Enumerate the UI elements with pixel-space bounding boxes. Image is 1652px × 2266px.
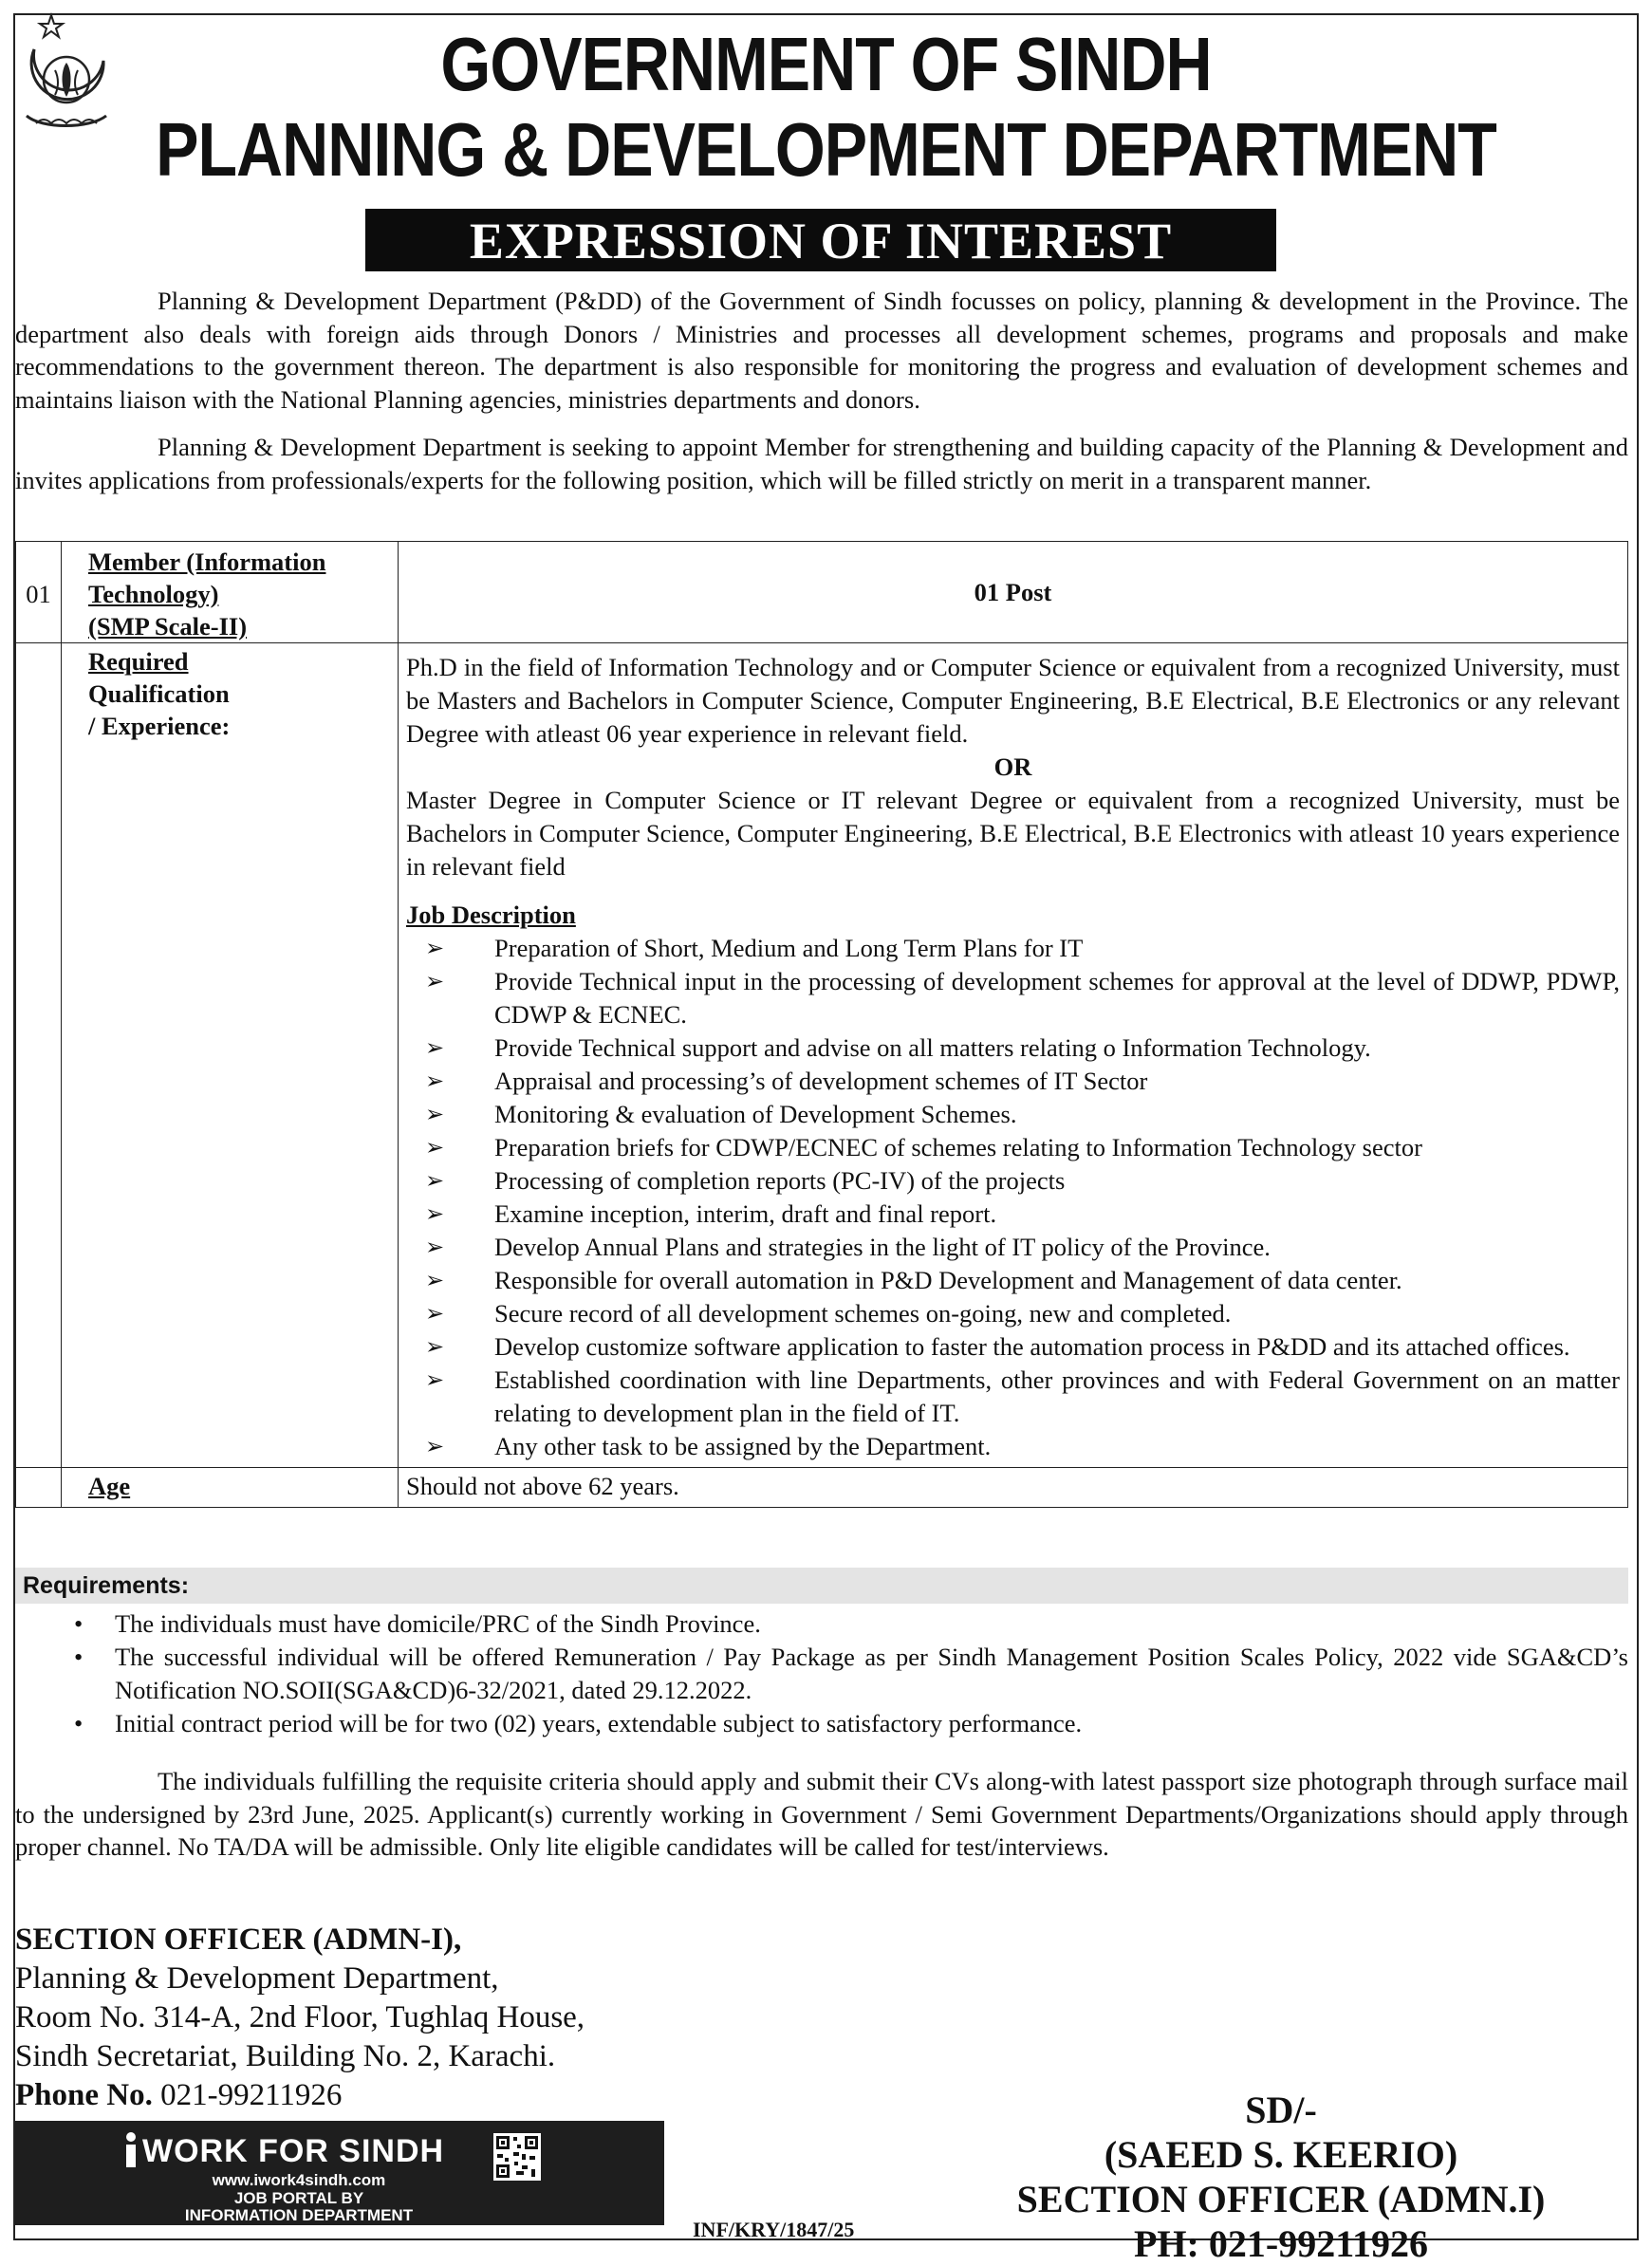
bullet-icon: • (74, 1643, 84, 1671)
posts-count: 01 Post (399, 542, 1628, 643)
list-item: ➢ Any other task to be assigned by the Department. (406, 1430, 1620, 1463)
title-department: PLANNING & DEVELOPMENT DEPARTMENT (156, 107, 1496, 193)
arrow-bullet-icon: ➢ (425, 1234, 445, 1260)
signature-phone: PH: 021-99211926 (1134, 2222, 1428, 2265)
list-item: ➢ Develop Annual Plans and strategies in the light of IT policy of the Province. (406, 1231, 1620, 1264)
phone-label: Phone No. (15, 2078, 153, 2112)
signature-designation: SECTION OFFICER (ADMN.I) (1016, 2178, 1546, 2220)
list-item: ➢ Processing of completion reports (PC-IV) of the projects (406, 1164, 1620, 1198)
banner-expression-of-interest: EXPRESSION OF INTEREST (469, 213, 1173, 269)
table-row-position (16, 542, 1628, 643)
table-row-qualification (16, 643, 1628, 1468)
arrow-bullet-icon: ➢ (425, 1034, 445, 1061)
qualification-option-b: Master Degree in Computer Science or IT relevant Degree or equivalent from a recognized University, must be Bachelors in Computer Science, Computer Engineering, B.E Electrical, B.E Electronics with atleast 10 years experience in relevant field (406, 786, 1620, 881)
qualification-or: OR (993, 752, 1032, 781)
qualification-label-2: Qualification (88, 679, 230, 708)
age-label: Age (88, 1472, 131, 1500)
reference-number: INF/KRY/1847/25 (693, 2218, 855, 2241)
arrow-bullet-icon: ➢ (425, 935, 445, 961)
arrow-bullet-icon: ➢ (425, 1267, 445, 1293)
address-block (15, 1921, 585, 2115)
position-title-line1: Member (Information (88, 548, 326, 576)
arrow-bullet-icon: ➢ (425, 1300, 445, 1327)
list-item: ➢ Examine inception, interim, draft and final report. (406, 1198, 1620, 1231)
position-title-line2: Technology) (88, 580, 219, 608)
qualification-label-3: / Experience: (88, 712, 231, 740)
arrow-bullet-icon: ➢ (425, 1433, 445, 1459)
arrow-bullet-icon: ➢ (425, 1366, 445, 1393)
list-item: ➢ Preparation briefs for CDWP/ECNEC of schemes relating to Information Technology sector (406, 1131, 1620, 1164)
address-line-3: Room No. 314-A, 2nd Floor, Tughlaq House, (15, 2000, 585, 2034)
arrow-bullet-icon: ➢ (425, 1167, 445, 1194)
arrow-bullet-icon: ➢ (425, 968, 445, 994)
age-value: Should not above 62 years. (399, 1468, 1628, 1508)
age-label-cell (62, 1468, 399, 1508)
closing-paragraph: The individuals fulfilling the requisite criteria should apply and submit their CVs along-with latest passport size photograph through surface mail to the undersigned by 23rd June, 2025. Applicant(s) currently working in Government / Semi Government Departments/Organizations should apply through proper channel. No TA/DA will be admissible. Only lite eligible candidates will be called for test/interviews. (15, 1767, 1628, 1861)
job-description-list (406, 932, 1620, 1463)
signature-block (949, 2088, 1613, 2266)
list-item: ➢ Monitoring & evaluation of Development Schemes. (406, 1098, 1620, 1131)
portal-brand: WORK FOR SINDH (142, 2133, 445, 2169)
signature-sd: SD/- (1245, 2089, 1317, 2131)
list-item: ➢ Develop customize software application to faster the automation process in P&DD and its attached offices. (406, 1330, 1620, 1364)
address-line-1: SECTION OFFICER (ADMN-I), (15, 1922, 462, 1957)
empty-cell (16, 643, 62, 1468)
position-title-cell (62, 542, 399, 643)
list-item: • The individuals must have domicile/PRC of the Sindh Province. (15, 1607, 1628, 1641)
list-item: ➢ Appraisal and processing’s of development schemes of IT Sector (406, 1065, 1620, 1098)
qualification-label-1: Required (88, 647, 189, 676)
arrow-bullet-icon: ➢ (425, 1200, 445, 1227)
position-number: 01 (16, 542, 62, 643)
position-table (15, 541, 1628, 1508)
requirements-title: Requirements: (23, 1572, 190, 1599)
qr-code-icon (493, 2133, 541, 2181)
bullet-icon: • (74, 1609, 84, 1638)
qualification-label-cell (62, 643, 399, 1468)
qualification-option-a: Ph.D in the field of Information Technology and or Computer Science or equivalent from a recognized University, must be Masters and Bachelors in Computer Science, Computer Engineering, B.E Electrical, B.E Electronics or any relevant Degree with atleast 06 year experience in relevant field. (406, 653, 1620, 748)
requirements-header-bar (15, 1568, 1628, 1604)
job-description-title: Job Description (406, 901, 576, 929)
position-scale: (SMP Scale-II) (88, 612, 248, 641)
phone-number: 021-99211926 (160, 2078, 343, 2112)
address-line-2: Planning & Development Department, (15, 1961, 499, 1996)
bullet-icon: • (74, 1709, 84, 1737)
table-row-age (16, 1468, 1628, 1508)
empty-cell (16, 1468, 62, 1508)
address-phone (15, 2076, 585, 2115)
list-item: ➢ Preparation of Short, Medium and Long Term Plans for IT (406, 932, 1620, 965)
list-item: ➢ Secure record of all development schemes on-going, new and completed. (406, 1297, 1620, 1330)
address-line-4: Sindh Secretariat, Building No. 2, Karachi. (15, 2039, 556, 2073)
signature-name: (SAEED S. KEERIO) (1104, 2133, 1458, 2176)
list-item: ➢ Established coordination with line Departments, other provinces and with Federal Government on an matter relating to development plan in the field of IT. (425, 1365, 1620, 1427)
intro-paragraph-1: Planning & Development Department (P&DD) of the Government of Sindh focusses on policy, planning & development in the Province. The department also deals with foreign aids through Donors / Ministries and processes all development schemes, programs and proposals and make recommendations to the government thereon. The department is also responsible for monitoring the progress and evaluation of development schemes and maintains liaison with the National Planning agencies, ministries departments and donors. (15, 287, 1628, 414)
title-government: GOVERNMENT OF SINDH (440, 22, 1212, 107)
intro-paragraph-2: Planning & Development Department is seeking to appoint Member for strengthening and building capacity of the Planning & Development and invites applications from professionals/experts for the following position, which will be filled strictly on merit in a transparent manner. (15, 433, 1628, 494)
list-item: • The successful individual will be offered Remuneration / Pay Package as per Sindh Management Position Scales Policy, 2022 vide SGA&CD’s Notification NO.SOII(SGA&CD)6-32/2021, dated 29.12.2022. (74, 1643, 1628, 1704)
portal-url[interactable]: www.iwork4sindh.com (212, 2171, 386, 2189)
requirements-list (15, 1607, 1628, 1740)
list-item: ➢ Provide Technical support and advise on all matters relating o Information Technology. (406, 1031, 1620, 1065)
list-item: • Initial contract period will be for two (02) years, extendable subject to satisfactory performance. (15, 1707, 1628, 1740)
list-item: ➢ Responsible for overall automation in P&D Development and Management of data center. (406, 1264, 1620, 1297)
portal-subtitle: JOB PORTAL BY INFORMATION DEPARTMENT (184, 2189, 414, 2224)
arrow-bullet-icon: ➢ (425, 1101, 445, 1127)
arrow-bullet-icon: ➢ (425, 1333, 445, 1360)
qualification-body-cell (399, 643, 1628, 1468)
arrow-bullet-icon: ➢ (425, 1134, 445, 1161)
arrow-bullet-icon: ➢ (425, 1068, 445, 1094)
i-letter-icon (121, 2131, 140, 2169)
list-item: ➢ Provide Technical input in the processing of development schemes for approval at the level of DDWP, PDWP, CDWP & ECNEC. (425, 967, 1620, 1029)
